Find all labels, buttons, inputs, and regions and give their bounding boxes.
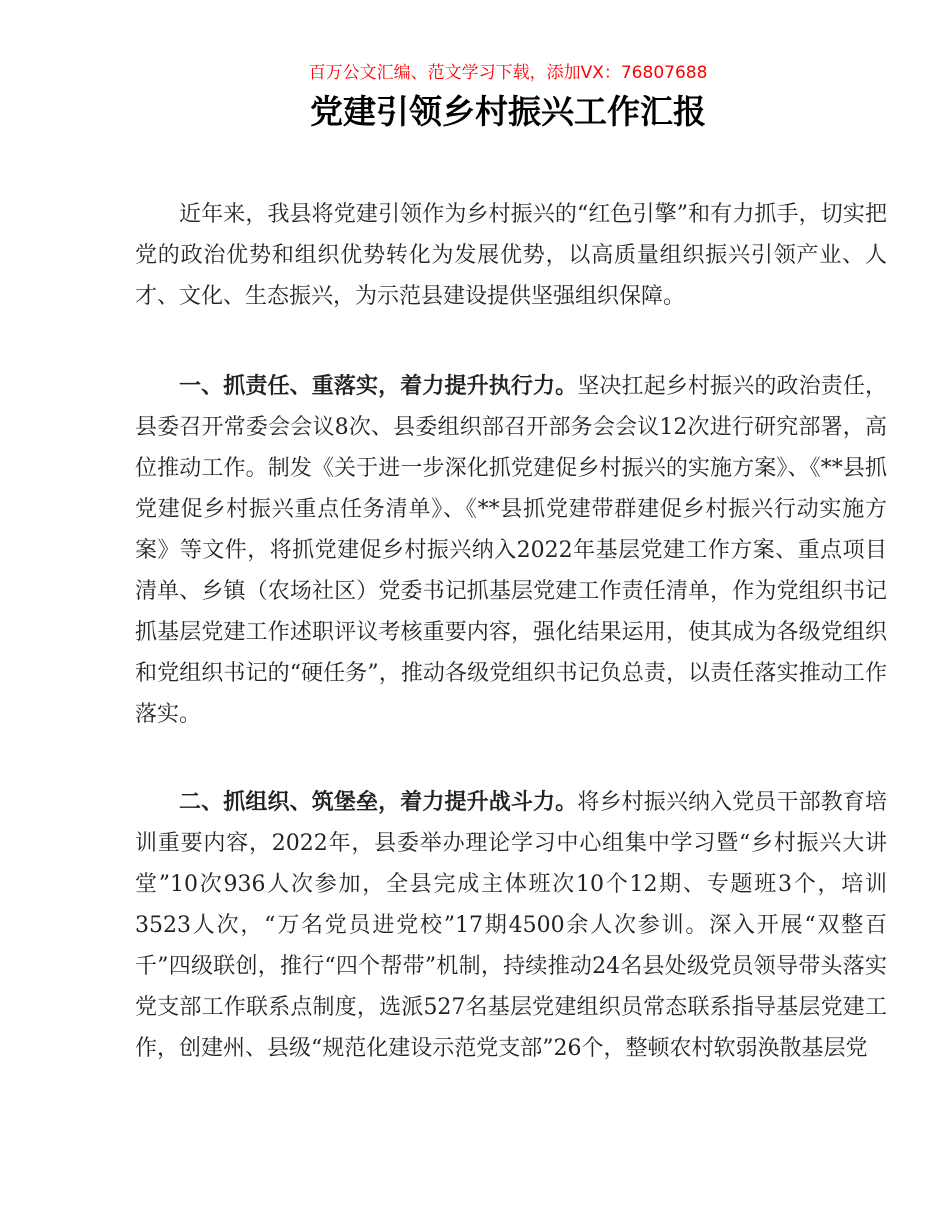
section-one-text: 坚决扛起乡村振兴的政治责任，县委召开常委会会议8次、县委组织部召开部务会会议12次进行研究部署，高位推动工作。制发《关于进一步深化抓党建促乡村振兴的实施方案》、《**县抓党建促乡村振兴重点任务清单》、《**县抓党建带群建促乡村振兴行动实施方案》等文件，将抓党建促乡村振兴纳入2022年基层党建工作方案、重点项目清单、乡镇（农场社区）党委书记抓基层党建工作责任清单，作为党组织书记抓基层党建工作述职评议考核重要内容，强化结果运用，使其成为各级党组织和党组织书记的“硬任务”，推动各级党组织书记负总责，以责任落实推动工作落实。 <box>135 374 887 727</box>
intro-paragraph-text: 近年来，我县将党建引领作为乡村振兴的“红色引擎”和有力抓手，切实把党的政治优势和组织优势转化为发展优势，以高质量组织振兴引领产业、人才、文化、生态振兴，为示范县建设提供坚强组织保障。 <box>135 202 887 309</box>
section-two-paragraph <box>135 782 887 1069</box>
section-two-text: 将乡村振兴纳入党员干部教育培训重要内容，2022年，县委举办理论学习中心组集中学习暨“乡村振兴大讲堂”10次936人次参加，全县完成主体班次10个12期、专题班3个，培训3523人次，“万名党员进党校”17期4500余人次参训。深入开展“双整百千”四级联创，推行“四个帮带”机制，持续推动24名县处级党员领导带头落实党支部工作联系点制度，选派527名基层党建组织员常态联系指导基层党建工作，创建州、县级“规范化建设示范党支部”26个，整顿农村软弱涣散基层党 <box>135 790 887 1061</box>
document-title: 党建引领乡村振兴工作汇报 <box>310 92 706 131</box>
header-contact-note: 百万公文汇编、范文学习下载，添加VX：76807688 <box>308 63 708 83</box>
section-one-paragraph <box>135 366 887 735</box>
intro-paragraph <box>135 194 887 317</box>
section-two-heading: 二、抓组织、筑堡垒，着力提升战斗力。 <box>179 790 578 815</box>
section-one-heading: 一、抓责任、重落实，着力提升执行力。 <box>179 374 578 399</box>
